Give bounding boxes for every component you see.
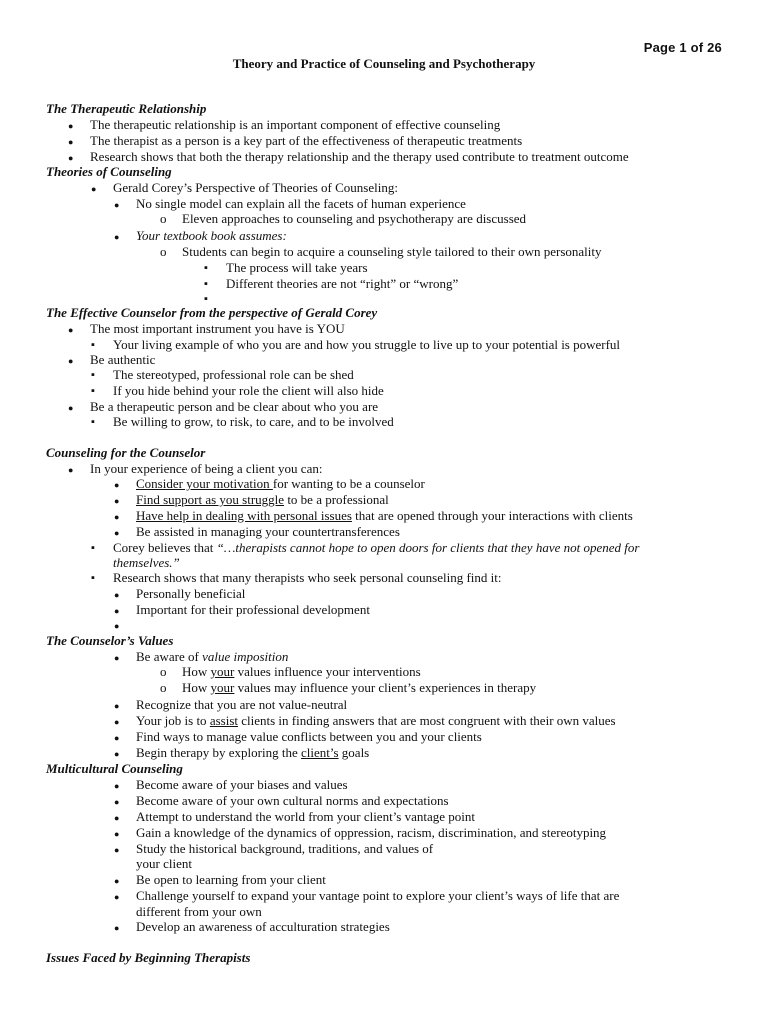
bullet-marker: ● — [91, 184, 97, 194]
list-item: Research shows that many therapists who seek personal counseling find it: — [113, 570, 502, 585]
bullet-marker: ● — [114, 813, 120, 823]
bullet-marker: ▪ — [204, 262, 208, 274]
bullet-marker: ● — [114, 621, 120, 631]
list-item: Be authentic — [90, 352, 156, 367]
list-item: Be open to learning from your client — [136, 872, 326, 887]
list-item: Important for their professional development — [136, 602, 370, 617]
list-item: The therapeutic relationship is an important component of effective counseling — [90, 117, 501, 132]
bullet-marker: ● — [114, 232, 120, 242]
list-item: Research shows that both the therapy relationship and the therapy used contribute to treatment outcome — [90, 149, 629, 164]
section-heading: Multicultural Counseling — [46, 761, 183, 776]
bullet-marker: ● — [68, 356, 74, 366]
bullet-marker: ● — [114, 200, 120, 210]
list-item: Eleven approaches to counseling and psychotherapy are discussed — [182, 211, 527, 226]
text-segment: values may influence your client’s experiences in therapy — [234, 680, 537, 695]
list-item: Find ways to manage value conflicts between you and your clients — [136, 729, 482, 744]
text-segment: “…therapists cannot hope to open doors for clients that they have not opened for — [216, 540, 640, 555]
section-heading: Issues Faced by Beginning Therapists — [46, 950, 251, 965]
list-item: Your living example of who you are and how you struggle to live up to your potential is powerful — [113, 337, 621, 352]
bullet-marker: ● — [114, 781, 120, 791]
text-segment: values influence your interventions — [234, 664, 421, 679]
bullet-marker: ● — [114, 653, 120, 663]
text-segment: Have help in dealing with personal issues — [136, 508, 352, 523]
list-item: If you hide behind your role the client will also hide — [113, 383, 384, 398]
list-item: Different theories are not “right” or “wrong” — [226, 276, 459, 291]
bullet-marker: ● — [68, 153, 74, 163]
section-heading: The Counselor’s Values — [46, 633, 174, 648]
list-item: The most important instrument you have is YOU — [90, 321, 345, 336]
bullet-marker: ● — [68, 403, 74, 413]
bullet-marker: ● — [68, 121, 74, 131]
list-item: Be willing to grow, to risk, to care, and to be involved — [113, 414, 394, 429]
list-item: Attempt to understand the world from your client’s vantage point — [136, 809, 476, 824]
bullet-marker: ▪ — [91, 369, 95, 381]
text-segment: themselves.” — [113, 555, 180, 570]
list-item: In your experience of being a client you can: — [90, 461, 323, 476]
list-item — [136, 476, 425, 492]
list-item: Gain a knowledge of the dynamics of oppression, racism, discrimination, and stereotyping — [136, 825, 607, 840]
bullet-marker: ● — [114, 480, 120, 490]
bullet-marker: ● — [114, 749, 120, 759]
bullet-marker: ● — [114, 845, 120, 855]
text-segment: Corey believes that — [113, 540, 217, 555]
list-item: Be assisted in managing your countertransferences — [136, 524, 400, 539]
list-item — [113, 555, 180, 571]
section-heading: Theories of Counseling — [46, 164, 172, 179]
list-item: No single model can explain all the facets of human experience — [136, 196, 466, 211]
list-item — [136, 649, 288, 665]
bullet-marker: ▪ — [204, 293, 208, 305]
bullet-marker: ● — [114, 512, 120, 522]
bullet-marker: ▪ — [91, 542, 95, 554]
bullet-marker: o — [160, 680, 167, 695]
bullet-marker: ▪ — [91, 572, 95, 584]
list-item: Challenge yourself to expand your vantage point to explore your client’s ways of life that are — [136, 888, 620, 903]
text-segment: How — [182, 664, 211, 679]
text-segment: client’s — [301, 745, 339, 760]
list-item: Become aware of your biases and values — [136, 777, 348, 792]
list-item: Study the historical background, traditions, and values of — [136, 841, 434, 856]
list-item: Be a therapeutic person and be clear about who you are — [90, 399, 379, 414]
list-item: Students can begin to acquire a counseling style tailored to their own personality — [182, 244, 602, 259]
list-item: Recognize that you are not value-neutral — [136, 697, 348, 712]
bullet-marker: ● — [114, 876, 120, 886]
list-item — [136, 228, 287, 244]
bullet-marker: ● — [68, 137, 74, 147]
bullet-marker: ▪ — [91, 339, 95, 351]
text-segment: Consider your motivation — [136, 476, 273, 491]
bullet-marker: ● — [68, 325, 74, 335]
bullet-marker: ▪ — [204, 278, 208, 290]
bullet-marker: ● — [114, 797, 120, 807]
list-item: your client — [136, 856, 192, 871]
bullet-marker: ● — [114, 892, 120, 902]
bullet-marker: ● — [114, 528, 120, 538]
text-segment: Your textbook book assumes: — [136, 228, 287, 243]
text-segment: Begin therapy by exploring the — [136, 745, 301, 760]
section-heading: Counseling for the Counselor — [46, 445, 206, 460]
section-heading: The Therapeutic Relationship — [46, 101, 207, 116]
text-segment: value imposition — [202, 649, 289, 664]
text-segment: Your job is to — [136, 713, 210, 728]
bullet-marker: ● — [114, 923, 120, 933]
list-item: The process will take years — [226, 260, 368, 275]
text-segment: your — [210, 664, 235, 679]
text-segment: Be aware of — [136, 649, 203, 664]
list-item: Gerald Corey’s Perspective of Theories of Counseling: — [113, 180, 398, 195]
list-item — [182, 680, 536, 696]
list-item — [136, 745, 369, 761]
text-segment: assist — [209, 713, 238, 728]
list-item: Personally beneficial — [136, 586, 246, 601]
list-item: Become aware of your own cultural norms and expectations — [136, 793, 449, 808]
list-item — [136, 492, 389, 508]
list-item: Develop an awareness of acculturation strategies — [136, 919, 390, 934]
bullet-marker: ● — [114, 606, 120, 616]
text-segment: for wanting to be a counselor — [272, 476, 425, 491]
text-segment: Find support as you struggle — [136, 492, 285, 507]
text-segment: that are opened through your interactions with clients — [351, 508, 633, 523]
list-item: different from your own — [136, 904, 262, 919]
bullet-marker: ▪ — [91, 385, 95, 397]
text-segment: clients in finding answers that are most congruent with their own values — [237, 713, 616, 728]
bullet-marker: o — [160, 244, 167, 259]
text-segment: your — [210, 680, 235, 695]
bullet-marker: ● — [114, 829, 120, 839]
bullet-marker: ● — [114, 733, 120, 743]
list-item — [113, 540, 639, 556]
text-segment: to be a professional — [284, 492, 389, 507]
bullet-marker: ▪ — [91, 416, 95, 428]
bullet-marker: ● — [114, 701, 120, 711]
text-segment: How — [182, 680, 211, 695]
bullet-marker: ● — [114, 717, 120, 727]
bullet-marker: ● — [114, 590, 120, 600]
list-item — [136, 508, 633, 524]
page-number: Page 1 of 26 — [643, 40, 722, 55]
bullet-marker: o — [160, 211, 167, 226]
text-segment: goals — [338, 745, 370, 760]
bullet-marker: ● — [114, 496, 120, 506]
list-item: The therapist as a person is a key part of the effectiveness of therapeutic treatments — [90, 133, 523, 148]
bullet-marker: ● — [68, 465, 74, 475]
list-item — [136, 713, 616, 729]
bullet-marker: o — [160, 664, 167, 679]
document-title: Theory and Practice of Counseling and Psychotherapy — [232, 56, 536, 71]
list-item — [182, 664, 421, 680]
list-item: The stereotyped, professional role can be shed — [113, 367, 354, 382]
section-heading: The Effective Counselor from the perspective of Gerald Corey — [46, 305, 378, 320]
